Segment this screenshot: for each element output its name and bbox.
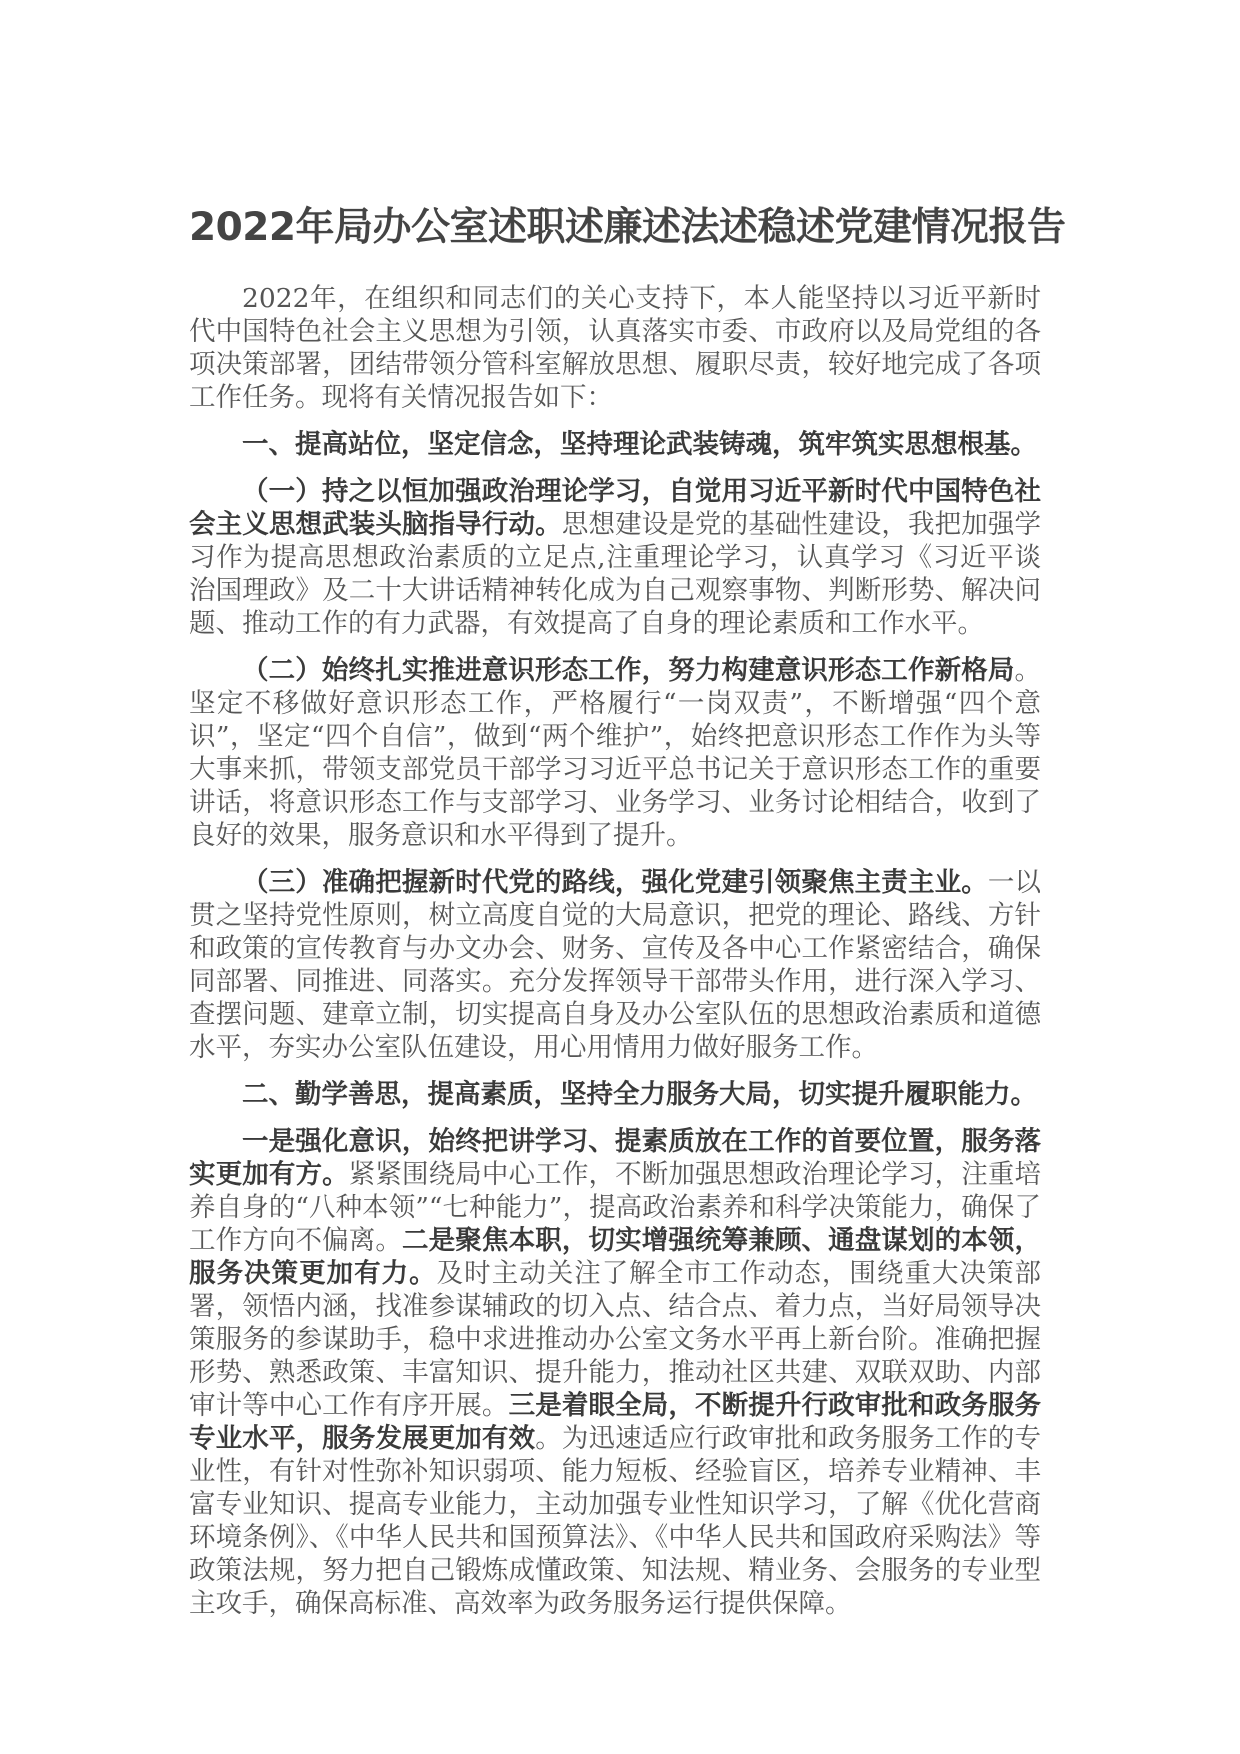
point-3-lead: 三是着眼全局，不断提升行政审批和政务服务专业水平，服务发展更加有效 [189, 1390, 1042, 1454]
section-1-item-3 [189, 866, 1041, 1064]
point-1-body: 紧紧围绕局中心工作，不断加强思想政治理论学习，注重培养自身的“八种本领”“七种能力”，提高政治素养和科学决策能力，确保了工作方向不偏离。 [189, 1159, 1042, 1256]
section-1-item-1 [189, 475, 1041, 640]
intro-paragraph: 2022年，在组织和同志们的关心支持下，本人能坚持以习近平新时代中国特色社会主义思想为引领，认真落实市委、市政府以及局党组的各项决策部署，团结带领分管科室解放思想、履职尽责，较好地完成了各项工作任务。现将有关情况报告如下： [189, 283, 1041, 413]
document-page [189, 200, 1066, 1634]
item-body: 思想建设是党的基础性建设，我把加强学习作为提高思想政治素质的立足点,注重理论学习，认真学习《习近平谈治国理政》及二十大讲话精神转化成为自己观察事物、判断形势、解决问题、推动工作的有力武器，有效提高了自身的理论素质和工作水平。 [189, 509, 1042, 639]
section-1-item-2 [189, 654, 1041, 852]
document-title: 2022年局办公室述职述廉述法述稳述党建情况报告 [189, 205, 1066, 250]
section-2-body [189, 1125, 1041, 1620]
point-1-lead: 一是强化意识，始终把讲学习、提素质放在工作的首要位置，服务落实更加有方。 [189, 1126, 1041, 1190]
item-lead: （三）准确把握新时代党的路线，强化党建引领聚焦主责主业。 [242, 867, 988, 898]
point-3-body: 。为迅速适应行政审批和政务服务工作的专业性，有针对性弥补知识弱项、能力短板、经验盲区，培养专业精神、丰富专业知识、提高专业能力，主动加强专业性知识学习，了解《优化营商环境条例》、《中华人民共和国预算法》、《中华人民共和国政府采购法》等政策法规，努力把自己锻炼成懂政策、知法规、精业务、会服务的专业型主攻手，确保高标准、高效率为政务服务运行提供保障。 [189, 1423, 1042, 1619]
point-2-body: 及时主动关注了解全市工作动态，围绕重大决策部署，领悟内涵，找准参谋辅政的切入点、结合点、着力点，当好局领导决策服务的参谋助手，稳中求进推动办公室文务水平再上新台阶。准确把握形势、熟悉政策、丰富知识、提升能力，推动社区共建、双联双助、内部审计等中心工作有序开展。 [189, 1258, 1042, 1421]
item-body: 。坚定不移做好意识形态工作，严格履行“一岗双责”，不断增强“四个意识”，坚定“四个自信”，做到“两个维护”，始终把意识形态工作作为头等大事来抓，带领支部党员干部学习习近平总书记关于意识形态工作的重要讲话，将意识形态工作与支部学习、业务学习、业务讨论相结合，收到了良好的效果，服务意识和水平得到了提升。 [189, 655, 1041, 851]
point-2-lead: 二是聚焦本职，切实增强统筹兼顾、通盘谋划的本领，服务决策更加有力。 [189, 1225, 1042, 1289]
item-lead: （二）始终扎实推进意识形态工作，努力构建意识形态工作新格局 [242, 655, 1015, 686]
section-2-heading: 二、勤学善思，提高素质，坚持全力服务大局，切实提升履职能力。 [242, 1079, 1037, 1110]
item-lead: （一）持之以恒加强政治理论学习，自觉用习近平新时代中国特色社会主义思想武装头脑指导行动。 [189, 476, 1041, 540]
section-1-heading: 一、提高站位，坚定信念，坚持理论武装铸魂，筑牢筑实思想根基。 [242, 429, 1037, 460]
item-body: 一以贯之坚持党性原则，树立高度自觉的大局意识，把党的理论、路线、方针和政策的宣传教育与办文办会、财务、宣传及各中心工作紧密结合，确保同部署、同推进、同落实。充分发挥领导干部带头作用，进行深入学习、查摆问题、建章立制，切实提高自身及办公室队伍的思想政治素质和道德水平，夯实办公室队伍建设，用心用情用力做好服务工作。 [189, 867, 1042, 1063]
